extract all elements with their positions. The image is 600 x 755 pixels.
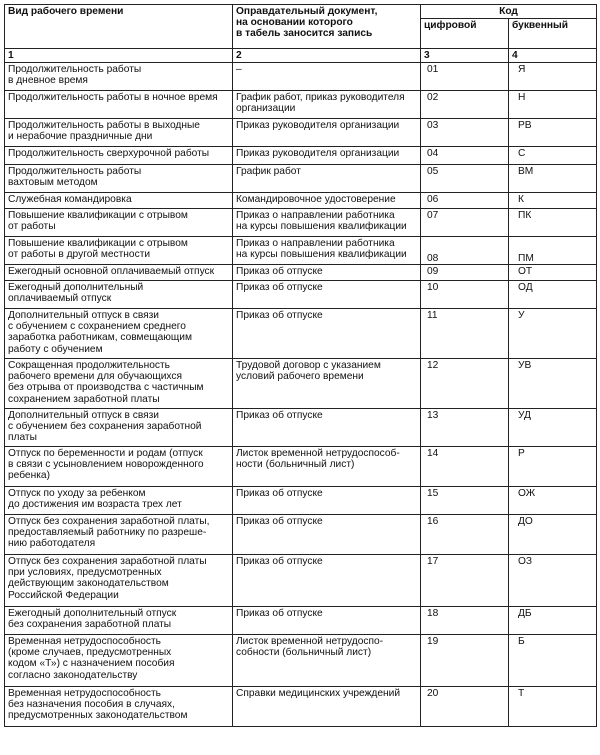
digital-code: 18 (421, 607, 509, 635)
table-body (5, 63, 597, 727)
letter-code: К (509, 193, 597, 209)
work-time-type: Продолжительность работы в ночное время (5, 91, 233, 119)
work-time-type: Продолжительность работы вахтовым методом (5, 165, 233, 193)
justification-document: Приказ об отпуске (233, 265, 421, 281)
digital-code: 12 (421, 359, 509, 409)
table-header (5, 5, 597, 63)
justification-document: Приказ об отпуске (233, 309, 421, 359)
digital-code: 02 (421, 91, 509, 119)
column-number-1: 1 (5, 49, 233, 63)
letter-code: С (509, 147, 597, 165)
justification-document: Листок временной нетрудоспо- собности (больничный лист) (233, 635, 421, 687)
digital-code: 05 (421, 165, 509, 193)
column-number-3: 3 (421, 49, 509, 63)
digital-code: 16 (421, 515, 509, 555)
digital-code: 01 (421, 63, 509, 91)
work-time-type: Продолжительность работы в дневное время (5, 63, 233, 91)
work-time-type: Повышение квалификации с отрывом от работы в другой местности (5, 237, 233, 265)
work-time-type: Временная нетрудоспособность (кроме случаев, предусмотренных кодом «Т») с назначением пособия согласно законодательству (5, 635, 233, 687)
header-code-digital: цифровой (421, 19, 509, 49)
table-row (5, 91, 597, 119)
table-row (5, 515, 597, 555)
digital-code: 14 (421, 447, 509, 487)
letter-code: УВ (509, 359, 597, 409)
work-time-type: Продолжительность сверхурочной работы (5, 147, 233, 165)
justification-document: Листок временной нетрудоспособ- ности (больничный лист) (233, 447, 421, 487)
table-row (5, 487, 597, 515)
justification-document: Приказ о направлении работника на курсы повышения квалификации (233, 237, 421, 265)
digital-code: 19 (421, 635, 509, 687)
table-row (5, 447, 597, 487)
letter-code: ОД (509, 281, 597, 309)
justification-document: Приказ об отпуске (233, 281, 421, 309)
justification-document: Приказ об отпуске (233, 409, 421, 447)
letter-code: Т (509, 687, 597, 727)
work-time-codes-table (4, 4, 597, 727)
table-row (5, 309, 597, 359)
work-time-type: Дополнительный отпуск в связи с обучением с сохранением среднего заработка работникам, совмещающим работу с обучением (5, 309, 233, 359)
digital-code: 07 (421, 209, 509, 237)
justification-document: Приказ руководителя организации (233, 147, 421, 165)
work-time-type: Повышение квалификации с отрывом от работы (5, 209, 233, 237)
justification-document: Справки медицинских учреждений (233, 687, 421, 727)
work-time-type: Сокращенная продолжительность рабочего времени для обучающихся без отрыва от производства с частичным сохранением заработной платы (5, 359, 233, 409)
justification-document: График работ (233, 165, 421, 193)
header-work-time-type: Вид рабочего времени (5, 5, 233, 49)
work-time-type: Ежегодный дополнительный оплачиваемый отпуск (5, 281, 233, 309)
justification-document: Приказ об отпуске (233, 607, 421, 635)
digital-code: 04 (421, 147, 509, 165)
header-code-letter: буквенный (509, 19, 597, 49)
header-code: Код (421, 5, 597, 19)
digital-code: 09 (421, 265, 509, 281)
letter-code: РВ (509, 119, 597, 147)
justification-document: Приказ руководителя организации (233, 119, 421, 147)
column-number-2: 2 (233, 49, 421, 63)
table-row (5, 555, 597, 607)
digital-code: 20 (421, 687, 509, 727)
header-justification-document: Оправдательный документ, на основании которого в табель заносится запись (233, 5, 421, 49)
letter-code: Н (509, 91, 597, 119)
letter-code: У (509, 309, 597, 359)
justification-document: Приказ о направлении работника на курсы повышения квалификации (233, 209, 421, 237)
letter-code: Р (509, 447, 597, 487)
table-row (5, 409, 597, 447)
digital-code: 15 (421, 487, 509, 515)
justification-document: Приказ об отпуске (233, 555, 421, 607)
table-row (5, 635, 597, 687)
justification-document: Трудовой договор с указанием условий рабочего времени (233, 359, 421, 409)
table-row (5, 193, 597, 209)
digital-code: 08 (421, 237, 509, 265)
work-time-type: Отпуск без сохранения заработной платы, предоставляемый работнику по разреше- нию работодателя (5, 515, 233, 555)
table-row (5, 265, 597, 281)
work-time-type: Временная нетрудоспособность без назначения пособия в случаях, предусмотренных законодательством (5, 687, 233, 727)
justification-document: Приказ об отпуске (233, 515, 421, 555)
table-row (5, 607, 597, 635)
letter-code: Б (509, 635, 597, 687)
work-time-type: Отпуск по уходу за ребенком до достижения им возраста трех лет (5, 487, 233, 515)
table-row (5, 147, 597, 165)
table-row (5, 237, 597, 265)
digital-code: 06 (421, 193, 509, 209)
work-time-type: Продолжительность работы в выходные и нерабочие праздничные дни (5, 119, 233, 147)
letter-code: ОТ (509, 265, 597, 281)
letter-code: ОЗ (509, 555, 597, 607)
letter-code: Я (509, 63, 597, 91)
digital-code: 13 (421, 409, 509, 447)
justification-document: Командировочное удостоверение (233, 193, 421, 209)
work-time-type: Ежегодный дополнительный отпуск без сохранения заработной платы (5, 607, 233, 635)
table-row (5, 687, 597, 727)
table-row (5, 165, 597, 193)
letter-code: ОЖ (509, 487, 597, 515)
letter-code: УД (509, 409, 597, 447)
digital-code: 17 (421, 555, 509, 607)
letter-code: ПМ (509, 237, 597, 265)
letter-code: ВМ (509, 165, 597, 193)
justification-document: График работ, приказ руководителя организации (233, 91, 421, 119)
column-number-4: 4 (509, 49, 597, 63)
table-row (5, 63, 597, 91)
work-time-type: Отпуск без сохранения заработной платы при условиях, предусмотренных действующим законодательством Российской Федерации (5, 555, 233, 607)
digital-code: 11 (421, 309, 509, 359)
digital-code: 10 (421, 281, 509, 309)
digital-code: 03 (421, 119, 509, 147)
justification-document: Приказ об отпуске (233, 487, 421, 515)
work-time-type: Дополнительный отпуск в связи с обучением без сохранения заработной платы (5, 409, 233, 447)
letter-code: ДО (509, 515, 597, 555)
work-time-type: Служебная командировка (5, 193, 233, 209)
work-time-type: Отпуск по беременности и родам (отпуск в связи с усыновлением новорожденного ребенка) (5, 447, 233, 487)
work-time-type: Ежегодный основной оплачиваемый отпуск (5, 265, 233, 281)
table-row (5, 359, 597, 409)
justification-document: – (233, 63, 421, 91)
table-row (5, 209, 597, 237)
letter-code: ПК (509, 209, 597, 237)
table-row (5, 281, 597, 309)
table-row (5, 119, 597, 147)
letter-code: ДБ (509, 607, 597, 635)
